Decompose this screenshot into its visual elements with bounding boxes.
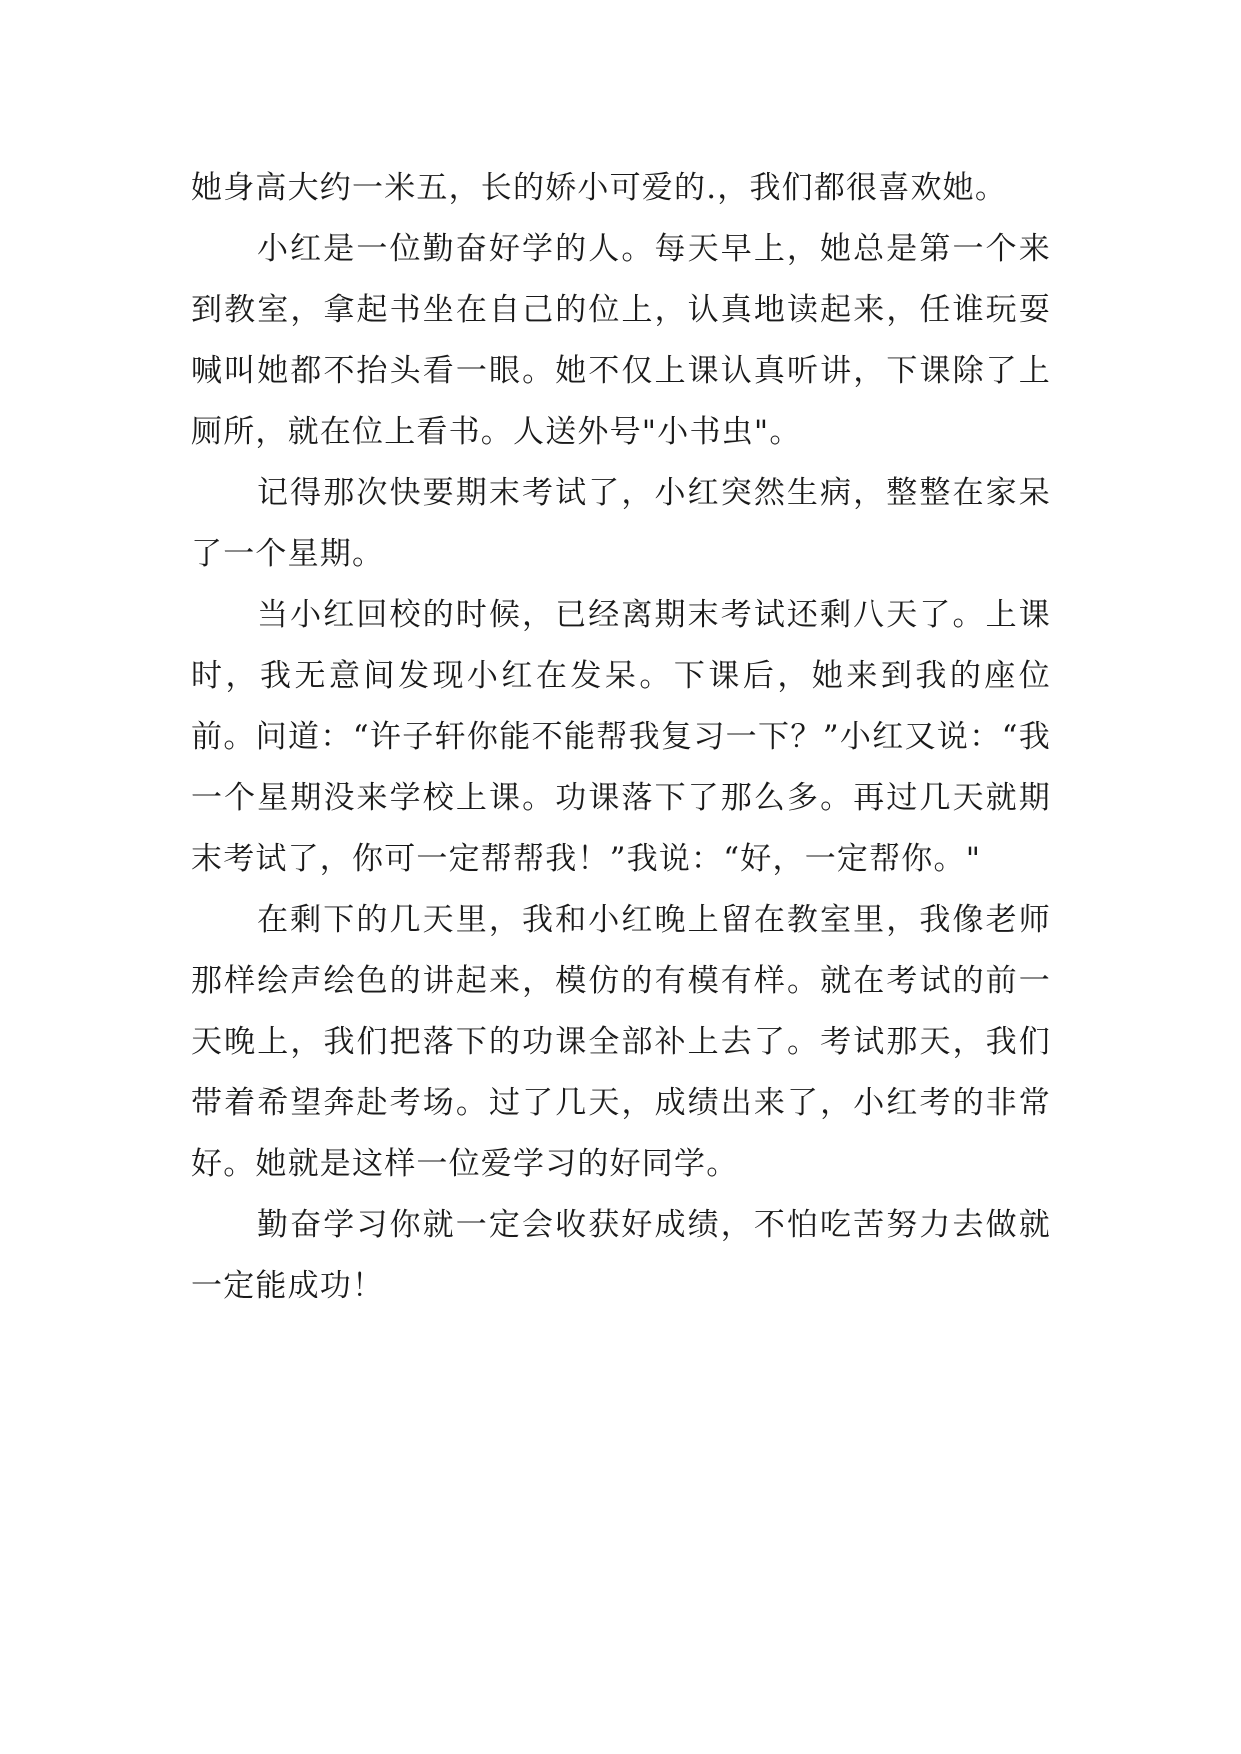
- paragraph-6: 勤奋学习你就一定会收获好成绩，不怕吃苦努力去做就一定能成功！: [191, 1207, 1051, 1304]
- paragraph-3: 记得那次快要期末考试了，小红突然生病，整整在家呆了一个星期。: [191, 475, 1051, 572]
- paragraph-4: 当小红回校的时候，已经离期末考试还剩八天了。上课时，我无意间发现小红在发呆。下课后，她来到我的座位前。问道：“许子轩你能不能帮我复习一下？”小红又说：“我一个星期没来学校上课。功课落下了那么多。再过几天就期末考试了，你可一定帮帮我！”我说：“好，一定帮你。": [191, 597, 1051, 877]
- paragraph-2: 小红是一位勤奋好学的人。每天早上，她总是第一个来到教室，拿起书坐在自己的位上，认真地读起来，任谁玩耍喊叫她都不抬头看一眼。她不仅上课认真听讲，下课除了上厕所，就在位上看书。人送外号"小书虫"。: [191, 231, 1051, 450]
- paragraph-5: 在剩下的几天里，我和小红晚上留在教室里，我像老师那样绘声绘色的讲起来，模仿的有模有样。就在考试的前一天晚上，我们把落下的功课全部补上去了。考试那天，我们带着希望奔赴考场。过了几天，成绩出来了，小红考的非常好。她就是这样一位爱学习的好同学。: [191, 902, 1051, 1182]
- paragraph-1: 她身高大约一米五，长的娇小可爱的.，我们都很喜欢她。: [191, 170, 1008, 206]
- article-body: [191, 158, 1051, 1317]
